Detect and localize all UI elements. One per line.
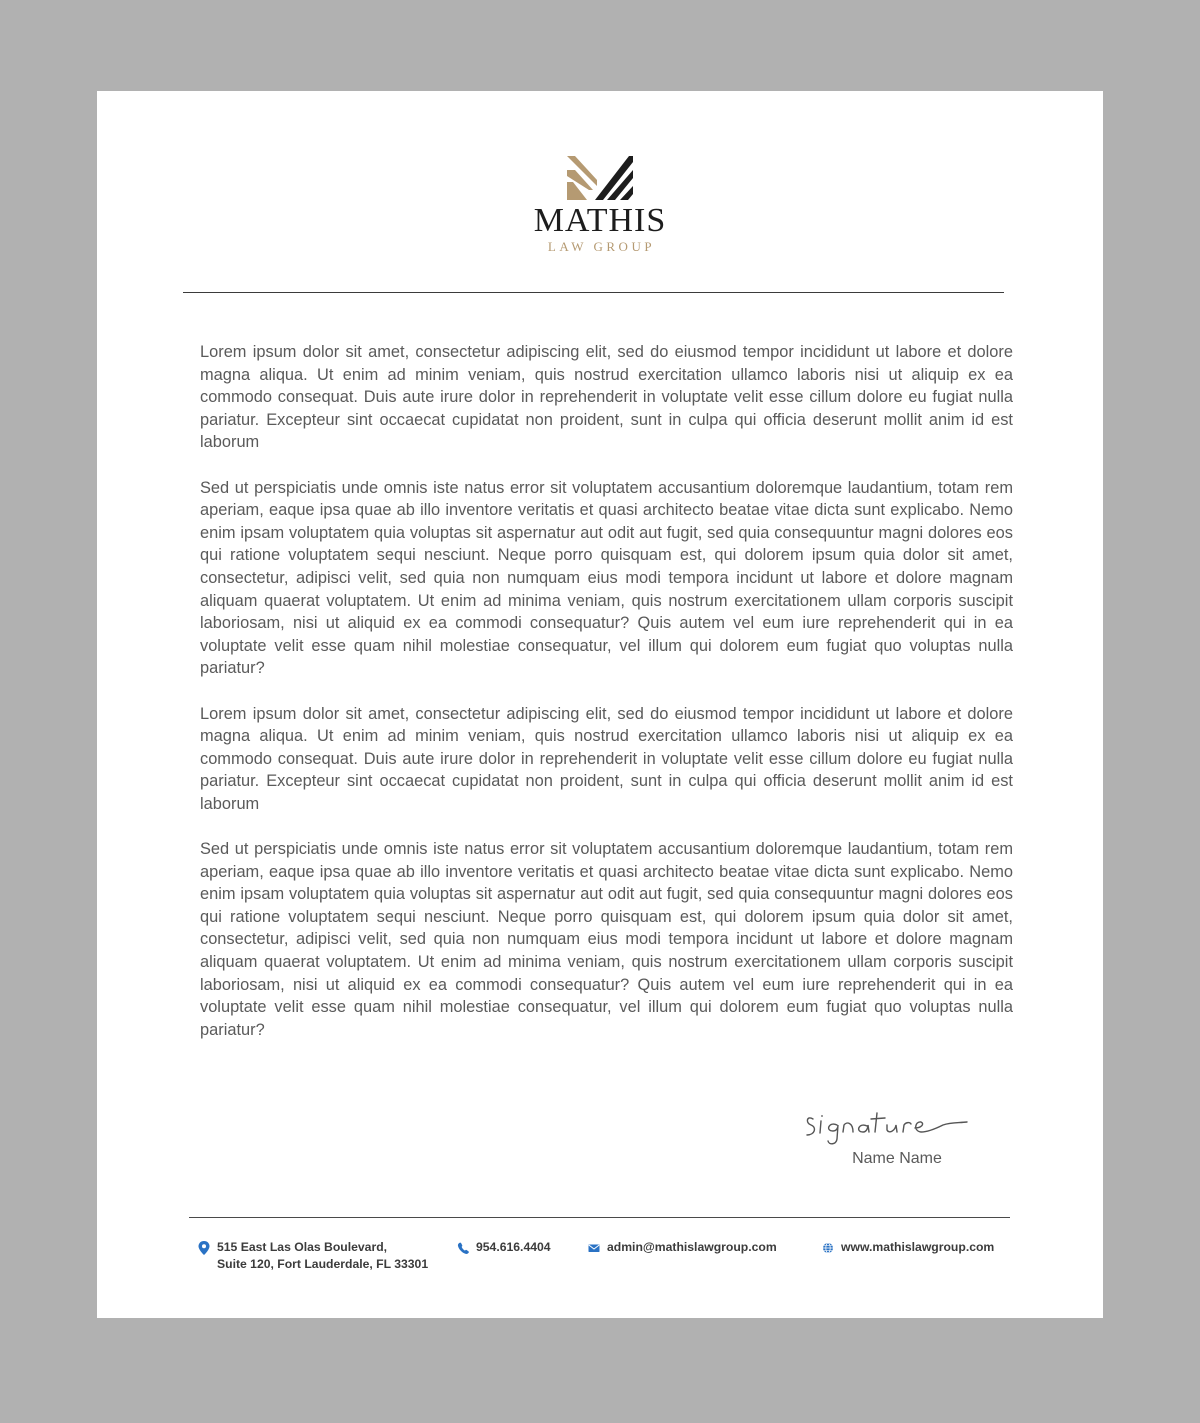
letter-sheet — [97, 91, 1103, 1318]
website-url: www.mathislawgroup.com — [841, 1240, 995, 1254]
map-pin-icon — [198, 1241, 210, 1255]
phone-number: 954.616.4404 — [476, 1240, 551, 1254]
footer-address — [198, 1239, 428, 1273]
body-paragraph: Sed ut perspiciatis unde omnis iste natus error sit voluptatem accusantium doloremque laudantium, totam rem aperiam, eaque ipsa quae ab illo inventore veritatis et quasi architecto beatae vitae dicta sunt explicabo. Nemo enim ipsam voluptatem quia voluptas sit aspernatur aut odit aut fugit, sed quia consequuntur magni dolores eos qui ratione voluptatem sequi nesciunt. Neque porro quisquam est, qui dolorem ipsum quia dolor sit amet, consectetur, adipisci velit, sed quia non numquam eius modi tempora incidunt ut labore et dolore magnam aliquam quaerat voluptatem. Ut enim ad minima veniam, quis nostrum exercitationem ullam corporis suscipit laboriosam, nisi ut aliquid ex ea commodi consequatur? Quis autem vel eum iure reprehenderit qui in ea voluptate velit esse quam nihil molestiae consequatur, vel illum qui dolorem eum fugiat quo voluptas nulla pariatur? — [200, 840, 1013, 1039]
footer-website[interactable] — [822, 1239, 994, 1256]
body-paragraph: Sed ut perspiciatis unde omnis iste natus error sit voluptatem accusantium doloremque laudantium, totam rem aperiam, eaque ipsa quae ab illo inventore veritatis et quasi architecto beatae vitae dicta sunt explicabo. Nemo enim ipsam voluptatem quia voluptas sit aspernatur aut odit aut fugit, sed quia consequuntur magni dolores eos qui ratione voluptatem sequi nesciunt. Neque porro quisquam est, qui dolorem ipsum quia dolor sit amet, consectetur, adipisci velit, sed quia non numquam eius modi tempora incidunt ut labore et dolore magnam aliquam quaerat voluptatem. Ut enim ad minima veniam, quis nostrum exercitationem ullam corporis suscipit laboriosam, nisi ut aliquid ex ea commodi consequatur? Quis autem vel eum iure reprehenderit qui in ea voluptate velit esse quam nihil molestiae consequatur, vel illum qui dolorem eum fugiat quo voluptas nulla pariatur? — [200, 478, 1013, 678]
envelope-icon — [588, 1241, 600, 1255]
mathis-m-mark-icon — [567, 156, 633, 200]
address-line-1: 515 East Las Olas Boulevard, — [217, 1240, 388, 1254]
footer-divider — [189, 1217, 1010, 1218]
letterhead-logo — [97, 156, 1103, 255]
globe-icon — [822, 1241, 834, 1255]
header-divider — [183, 292, 1004, 293]
brand-name: MATHIS — [533, 202, 667, 239]
body-paragraph: Lorem ipsum dolor sit amet, consectetur adipiscing elit, sed do eiusmod tempor incididunt ut labore et dolore magna aliqua. Ut enim ad minim veniam, quis nostrud exercitation ullamco laboris nisi ut aliquip ex ea commodo consequat. Duis aute irure dolor in reprehenderit in voluptate velit esse cillum dolore eu fugiat nulla pariatur. Excepteur sint occaecat cupidatat non proident, sunt in culpa qui officia deserunt mollit anim id est laborum — [200, 704, 1013, 813]
handwritten-signature — [803, 1105, 973, 1149]
footer-phone[interactable] — [457, 1239, 551, 1256]
address-line-2: Suite 120, Fort Lauderdale, FL 33301 — [217, 1257, 429, 1271]
phone-icon — [457, 1241, 469, 1255]
email-address: admin@mathislawgroup.com — [607, 1240, 777, 1254]
signatory-name: Name Name — [852, 1150, 942, 1167]
brand-subtitle: LAW GROUP — [547, 239, 656, 254]
body-paragraph: Lorem ipsum dolor sit amet, consectetur adipiscing elit, sed do eiusmod tempor incididunt ut labore et dolore magna aliqua. Ut enim ad minim veniam, quis nostrud exercitation ullamco laboris nisi ut aliquip ex ea commodo consequat. Duis aute irure dolor in reprehenderit in voluptate velit esse cillum dolore eu fugiat nulla pariatur. Excepteur sint occaecat cupidatat non proident, sunt in culpa qui officia deserunt mollit anim id est laborum — [200, 343, 1013, 452]
footer-email[interactable] — [588, 1239, 777, 1256]
letter-body — [200, 341, 1013, 1064]
